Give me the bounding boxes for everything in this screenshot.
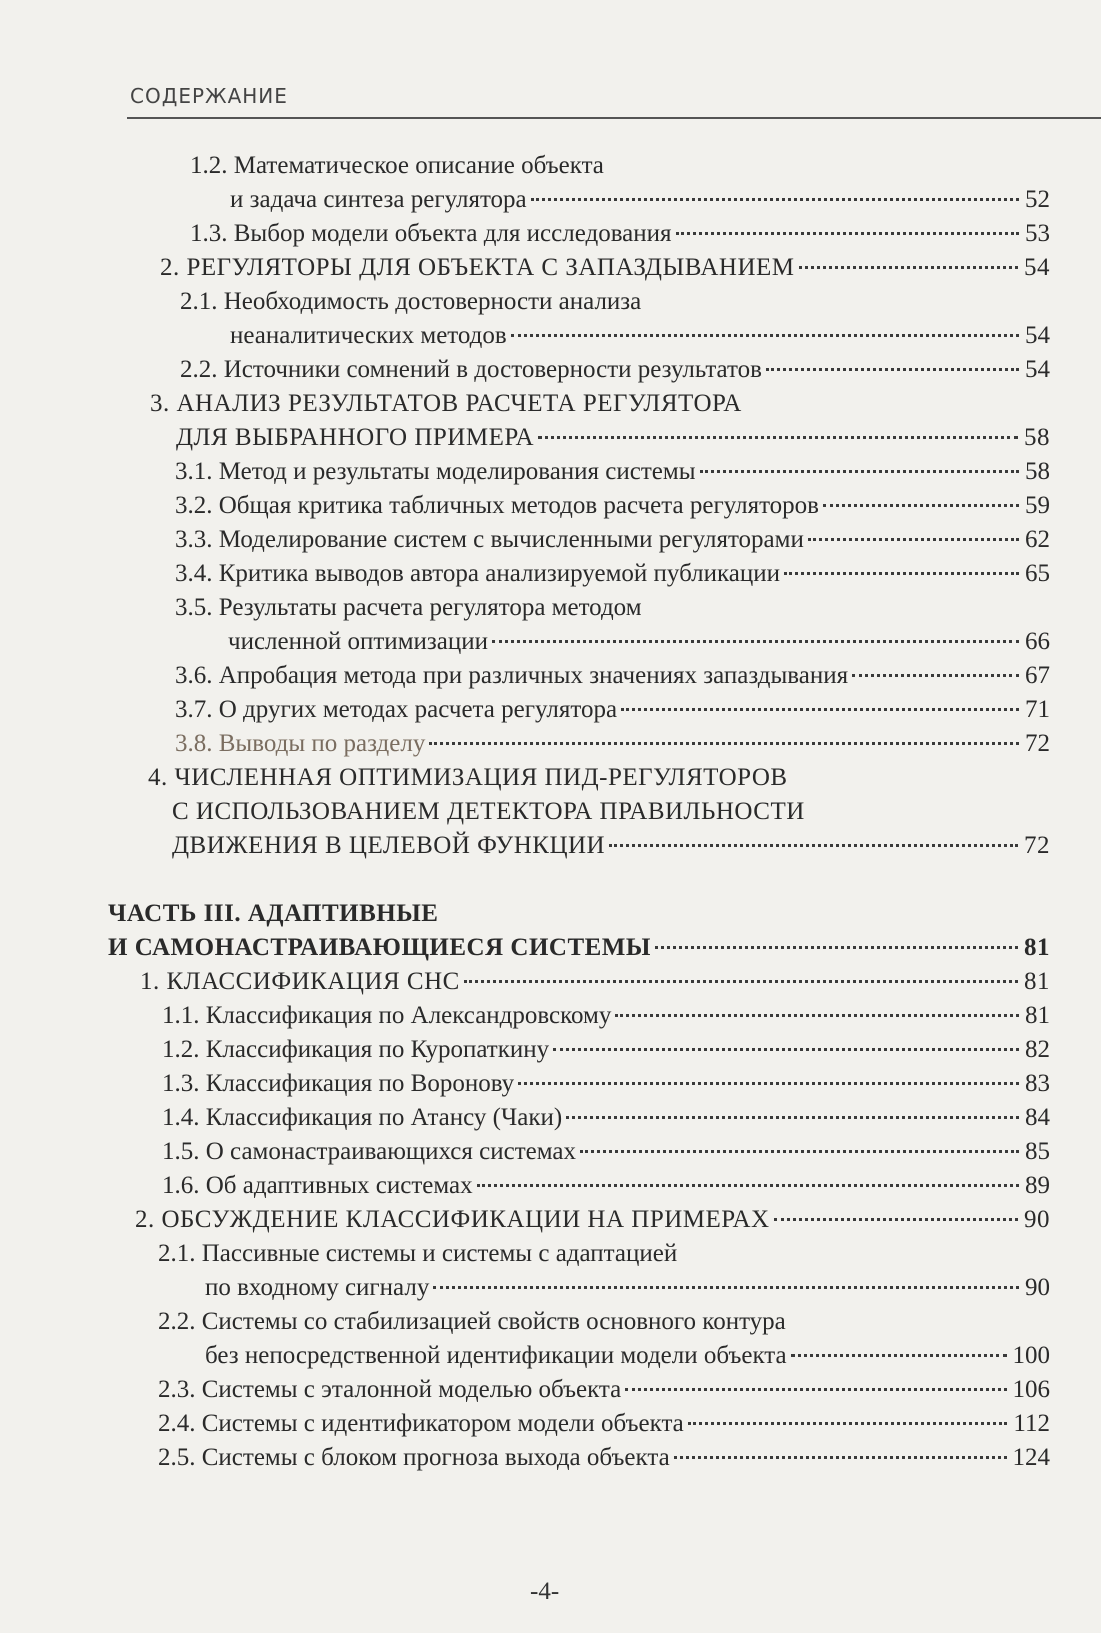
leader-dots xyxy=(799,266,1018,269)
toc-entry-title: С ИСПОЛЬЗОВАНИЕМ ДЕТЕКТОРА ПРАВИЛЬНОСТИ xyxy=(172,798,805,825)
leader-dots xyxy=(766,368,1019,371)
toc-entry xyxy=(175,558,1050,590)
toc-entry-number: 3.6. xyxy=(175,662,213,689)
toc-entry-title: и задача синтеза регулятора xyxy=(230,186,527,213)
toc-page-number: 100 xyxy=(1012,1342,1050,1369)
toc-entry-title: Апробация метода при различных значениях запаздывания xyxy=(218,662,849,689)
toc-entry xyxy=(158,1442,1050,1474)
toc-entry-number: 1.2. xyxy=(190,152,228,179)
toc-page-number: 54 xyxy=(1025,322,1050,349)
toc-entry-title: И САМОНАСТРАИВАЮЩИЕСЯ СИСТЕМЫ xyxy=(108,934,651,961)
toc-entry-number: 3.2. xyxy=(175,492,213,519)
toc-entry-title: ДВИЖЕНИЯ В ЦЕЛЕВОЙ ФУНКЦИИ xyxy=(172,832,606,859)
leader-dots xyxy=(538,436,1018,439)
toc-entry-title: Пассивные системы и системы с адаптацией xyxy=(201,1240,678,1267)
toc-entry xyxy=(160,252,1050,284)
toc-page-number: 59 xyxy=(1025,492,1050,519)
toc-entry-continuation xyxy=(228,626,1050,658)
toc-entry-number: 1.5. xyxy=(162,1138,200,1165)
leader-dots xyxy=(774,1218,1018,1221)
toc-page-number: 66 xyxy=(1025,628,1050,655)
toc-entry-number: 3.1. xyxy=(175,458,213,485)
leader-dots xyxy=(676,232,1019,235)
leader-dots xyxy=(621,708,1019,711)
toc-page-number: 81 xyxy=(1024,934,1050,961)
toc-page-number: 58 xyxy=(1024,424,1050,451)
toc-entry-continuation xyxy=(172,830,1050,862)
leader-dots xyxy=(609,844,1018,847)
toc-part-heading-continuation xyxy=(108,932,1050,964)
toc-entry xyxy=(175,592,642,624)
toc-entry-number: 3.5. xyxy=(175,594,213,621)
toc-entry xyxy=(150,388,742,420)
toc-entry-continuation xyxy=(172,796,805,828)
toc-entry-number: 2.2. xyxy=(180,356,218,383)
toc-entry-number: 1.3. xyxy=(190,220,228,247)
toc-entry-title: Системы со стабилизацией свойств основного контура xyxy=(201,1308,786,1335)
leader-dots xyxy=(625,1388,1006,1391)
toc-page-number: 82 xyxy=(1025,1036,1050,1063)
toc-page-number: 85 xyxy=(1025,1138,1050,1165)
toc-page-number: 83 xyxy=(1025,1070,1050,1097)
leader-dots xyxy=(464,980,1018,983)
toc-entry-number: 2.1. xyxy=(158,1240,196,1267)
toc-entry-number: 3. xyxy=(150,390,170,417)
toc-page-number: 90 xyxy=(1024,1206,1050,1233)
toc-entry xyxy=(162,1068,1050,1100)
toc-entry xyxy=(175,694,1050,726)
toc-part-heading xyxy=(108,898,438,930)
toc-page-number: 90 xyxy=(1025,1274,1050,1301)
leader-dots xyxy=(477,1184,1019,1187)
toc-entry-title: КЛАССИФИКАЦИЯ СНС xyxy=(166,968,460,995)
running-head: СОДЕРЖАНИЕ xyxy=(130,84,288,108)
toc-page-number: 62 xyxy=(1025,526,1050,553)
leader-dots xyxy=(531,198,1019,201)
toc-page-number: 112 xyxy=(1013,1410,1050,1437)
toc-entry xyxy=(162,1034,1050,1066)
toc-entry-number: 1.4. xyxy=(162,1104,200,1131)
toc-entry xyxy=(180,286,641,318)
toc-entry xyxy=(158,1408,1050,1440)
toc-entry-title: Общая критика табличных методов расчета регуляторов xyxy=(218,492,819,519)
toc-entry-title: О самонастраивающихся системах xyxy=(205,1138,576,1165)
toc-entry xyxy=(175,456,1050,488)
toc-entry xyxy=(175,660,1050,692)
leader-dots xyxy=(566,1116,1019,1119)
toc-entry-number: 1. xyxy=(140,968,160,995)
toc-entry-title: ОБСУЖДЕНИЕ КЛАССИФИКАЦИИ НА ПРИМЕРАХ xyxy=(161,1206,770,1233)
toc-entry-title: Системы с блоком прогноза выхода объекта xyxy=(201,1444,670,1471)
toc-entry-title: АНАЛИЗ РЕЗУЛЬТАТОВ РАСЧЕТА РЕГУЛЯТОРА xyxy=(176,390,742,417)
toc-entry-number: 2.2. xyxy=(158,1308,196,1335)
toc-page-number: 67 xyxy=(1025,662,1050,689)
toc-entry-title: неаналитических методов xyxy=(230,322,507,349)
toc-entry-number: 3.7. xyxy=(175,696,213,723)
toc-entry-title: Метод и результаты моделирования системы xyxy=(218,458,696,485)
toc-entry-continuation xyxy=(205,1340,1050,1372)
toc-entry xyxy=(175,490,1050,522)
leader-dots xyxy=(580,1150,1019,1153)
toc-entry xyxy=(190,150,604,182)
toc-page-number: 58 xyxy=(1025,458,1050,485)
toc-entry-continuation xyxy=(205,1272,1050,1304)
toc-entry-title: Математическое описание объекта xyxy=(233,152,604,179)
toc-entry xyxy=(158,1306,786,1338)
toc-entry xyxy=(140,966,1050,998)
toc-entry-title: Результаты расчета регулятора методом xyxy=(218,594,642,621)
toc-page-number: 81 xyxy=(1025,1002,1050,1029)
toc-entry-title: Необходимость достоверности анализа xyxy=(223,288,642,315)
toc-entry-number: 3.8. xyxy=(175,730,213,757)
leader-dots xyxy=(784,572,1019,575)
toc-entry-number: 2. xyxy=(135,1206,155,1233)
toc-page-number: 106 xyxy=(1012,1376,1050,1403)
toc-entry xyxy=(135,1204,1050,1236)
leader-dots xyxy=(852,674,1019,677)
page-number: -4- xyxy=(530,1578,560,1605)
toc-page-number: 53 xyxy=(1025,220,1050,247)
toc-entry xyxy=(162,1136,1050,1168)
toc-entry-title: О других методах расчета регулятора xyxy=(218,696,618,723)
toc-entry-title: Моделирование систем с вычисленными регуляторами xyxy=(218,526,804,553)
toc-page-number: 84 xyxy=(1025,1104,1050,1131)
leader-dots xyxy=(655,946,1018,949)
toc-page-number: 89 xyxy=(1025,1172,1050,1199)
leader-dots xyxy=(433,1286,1019,1289)
toc-entry-title: РЕГУЛЯТОРЫ ДЛЯ ОБЪЕКТА С ЗАПАЗДЫВАНИЕМ xyxy=(186,254,795,281)
toc-entry-continuation xyxy=(230,320,1050,352)
toc-entry xyxy=(158,1374,1050,1406)
toc-entry-title: ЧИСЛЕННАЯ ОПТИМИЗАЦИЯ ПИД-РЕГУЛЯТОРОВ xyxy=(174,764,788,791)
toc-entry-title: Классификация по Александровскому xyxy=(205,1002,612,1029)
toc-page-number: 72 xyxy=(1025,730,1050,757)
toc-entry-number: 2. xyxy=(160,254,180,281)
toc-entry-number: 2.3. xyxy=(158,1376,196,1403)
leader-dots xyxy=(429,742,1019,745)
toc-page-number: 65 xyxy=(1025,560,1050,587)
leader-dots xyxy=(492,640,1019,643)
leader-dots xyxy=(700,470,1019,473)
toc-entry-number: 2.5. xyxy=(158,1444,196,1471)
leader-dots xyxy=(688,1422,1008,1425)
toc-entry xyxy=(162,1170,1050,1202)
toc-entry xyxy=(175,728,1050,760)
toc-entry-title: Классификация по Атансу (Чаки) xyxy=(205,1104,563,1131)
toc-entry-number: 1.3. xyxy=(162,1070,200,1097)
toc-entry xyxy=(162,1000,1050,1032)
toc-page-number: 54 xyxy=(1025,356,1050,383)
toc-entry-title: численной оптимизации xyxy=(228,628,488,655)
leader-dots xyxy=(808,538,1019,541)
toc-page-number: 72 xyxy=(1024,832,1050,859)
toc-entry-number: 3.4. xyxy=(175,560,213,587)
toc-entry-title: Классификация по Куропаткину xyxy=(205,1036,550,1063)
toc-entry-title: Системы с идентификатором модели объекта xyxy=(201,1410,684,1437)
toc-entry-number: 1.2. xyxy=(162,1036,200,1063)
toc-entry-number: 2.1. xyxy=(180,288,218,315)
leader-dots xyxy=(553,1048,1019,1051)
toc-entry-number: 4. xyxy=(148,764,168,791)
toc-entry xyxy=(190,218,1050,250)
leader-dots xyxy=(511,334,1019,337)
toc-entry xyxy=(162,1102,1050,1134)
toc-entry-title: Классификация по Воронову xyxy=(205,1070,515,1097)
toc-page-number: 81 xyxy=(1024,968,1050,995)
toc-entry xyxy=(180,354,1050,386)
leader-dots xyxy=(823,504,1019,507)
toc-entry-title: Источники сомнений в достоверности результатов xyxy=(223,356,762,383)
toc-entry-title: Выбор модели объекта для исследования xyxy=(233,220,672,247)
toc-entry-title: Системы с эталонной моделью объекта xyxy=(201,1376,622,1403)
toc-page-number: 54 xyxy=(1024,254,1050,281)
toc-entry-title: Об адаптивных системах xyxy=(205,1172,473,1199)
leader-dots xyxy=(791,1354,1007,1357)
leader-dots xyxy=(518,1082,1019,1085)
toc-entry xyxy=(175,524,1050,556)
toc-entry-number: 3.3. xyxy=(175,526,213,553)
toc-page-number: 124 xyxy=(1012,1444,1050,1471)
toc-entry-title: ЧАСТЬ III. АДАПТИВНЫЕ xyxy=(108,900,439,927)
leader-dots xyxy=(674,1456,1007,1459)
toc-entry-title: ДЛЯ ВЫБРАННОГО ПРИМЕРА xyxy=(176,424,535,451)
toc-entry-continuation xyxy=(230,184,1050,216)
toc-entry-continuation xyxy=(176,422,1050,454)
toc-page-number: 71 xyxy=(1025,696,1050,723)
toc-entry-number: 1.6. xyxy=(162,1172,200,1199)
toc-entry-title: Выводы по разделу xyxy=(218,730,426,757)
toc-entry-number: 2.4. xyxy=(158,1410,196,1437)
toc-entry xyxy=(148,762,788,794)
leader-dots xyxy=(615,1014,1019,1017)
toc-entry-title: Критика выводов автора анализируемой публикации xyxy=(218,560,781,587)
toc-entry-title: без непосредственной идентификации модели объекта xyxy=(205,1342,787,1369)
toc-entry-title: по входному сигналу xyxy=(205,1274,430,1301)
toc-page-number: 52 xyxy=(1025,186,1050,213)
toc-entry-number: 1.1. xyxy=(162,1002,200,1029)
toc-entry xyxy=(158,1238,677,1270)
